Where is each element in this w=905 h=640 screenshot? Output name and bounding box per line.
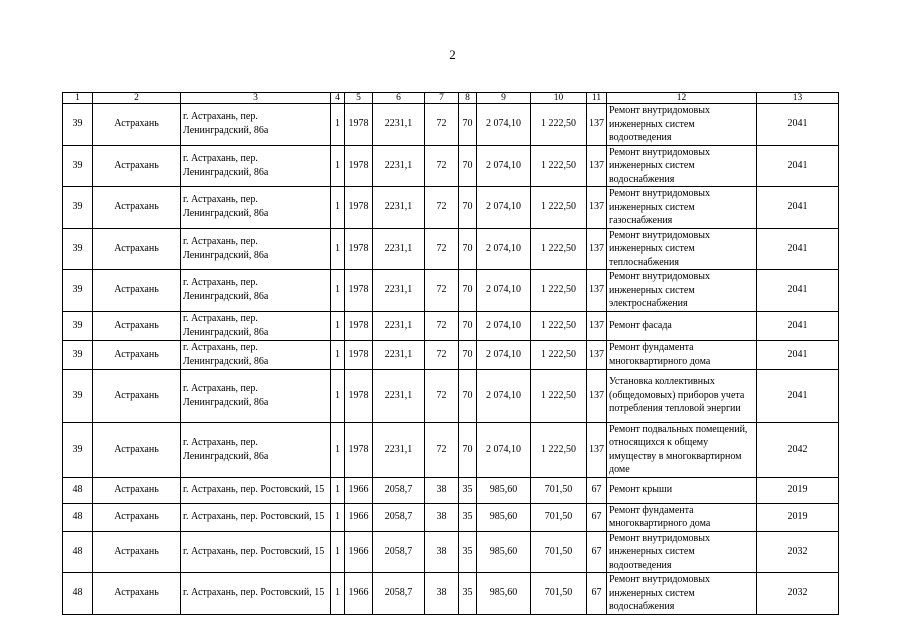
cell-living-area: 2 074,10 <box>477 422 531 477</box>
cell-locality-number: 39 <box>63 228 93 270</box>
cell-residents: 70 <box>459 228 477 270</box>
cell-living-area: 985,60 <box>477 573 531 615</box>
cell-address: г. Астрахань, пер. Ленинградский, 86а <box>181 228 331 270</box>
cell-total-area: 2231,1 <box>373 422 425 477</box>
cell-apartments: 137 <box>587 187 607 229</box>
cell-flag: 1 <box>331 503 345 531</box>
cell-year-built: 1966 <box>345 477 373 503</box>
cell-planned-year: 2041 <box>757 270 839 312</box>
cell-planned-year: 2019 <box>757 503 839 531</box>
cell-non-residential-area: 1 222,50 <box>531 228 587 270</box>
cell-apartments: 137 <box>587 104 607 146</box>
cell-residents: 35 <box>459 503 477 531</box>
cell-non-residential-area: 1 222,50 <box>531 187 587 229</box>
table-row <box>63 187 839 229</box>
cell-residents: 70 <box>459 270 477 312</box>
cell-residential-premises: 38 <box>425 531 459 573</box>
cell-work-type: Ремонт крыши <box>607 477 757 503</box>
cell-year-built: 1966 <box>345 503 373 531</box>
cell-apartments: 137 <box>587 145 607 187</box>
cell-address: г. Астрахань, пер. Ленинградский, 86а <box>181 422 331 477</box>
cell-residents: 70 <box>459 145 477 187</box>
cell-residents: 70 <box>459 187 477 229</box>
cell-address: г. Астрахань, пер. Ленинградский, 86а <box>181 104 331 146</box>
cell-locality: Астрахань <box>93 369 181 422</box>
cell-address: г. Астрахань, пер. Ростовский, 15 <box>181 531 331 573</box>
column-number-12: 12 <box>607 93 757 104</box>
table-row <box>63 104 839 146</box>
column-number-7: 7 <box>425 93 459 104</box>
cell-total-area: 2231,1 <box>373 104 425 146</box>
cell-locality-number: 39 <box>63 104 93 146</box>
cell-living-area: 2 074,10 <box>477 369 531 422</box>
cell-residents: 70 <box>459 369 477 422</box>
cell-year-built: 1978 <box>345 311 373 340</box>
cell-total-area: 2058,7 <box>373 477 425 503</box>
cell-residents: 70 <box>459 311 477 340</box>
cell-address: г. Астрахань, пер. Ростовский, 15 <box>181 477 331 503</box>
cell-flag: 1 <box>331 145 345 187</box>
cell-work-type: Ремонт внутридомовых инженерных систем водоотведения <box>607 104 757 146</box>
cell-year-built: 1978 <box>345 187 373 229</box>
cell-living-area: 2 074,10 <box>477 145 531 187</box>
table-row <box>63 228 839 270</box>
cell-year-built: 1978 <box>345 369 373 422</box>
cell-apartments: 137 <box>587 228 607 270</box>
cell-residential-premises: 38 <box>425 477 459 503</box>
cell-address: г. Астрахань, пер. Ленинградский, 86а <box>181 270 331 312</box>
table-row <box>63 270 839 312</box>
cell-locality: Астрахань <box>93 270 181 312</box>
cell-total-area: 2058,7 <box>373 573 425 615</box>
cell-year-built: 1978 <box>345 228 373 270</box>
cell-locality: Астрахань <box>93 531 181 573</box>
cell-flag: 1 <box>331 369 345 422</box>
cell-residents: 70 <box>459 340 477 369</box>
cell-locality-number: 39 <box>63 270 93 312</box>
cell-address: г. Астрахань, пер. Ростовский, 15 <box>181 503 331 531</box>
cell-year-built: 1966 <box>345 573 373 615</box>
cell-residential-premises: 72 <box>425 369 459 422</box>
cell-flag: 1 <box>331 311 345 340</box>
table-row <box>63 531 839 573</box>
cell-year-built: 1978 <box>345 104 373 146</box>
cell-total-area: 2231,1 <box>373 187 425 229</box>
cell-flag: 1 <box>331 340 345 369</box>
cell-locality-number: 39 <box>63 187 93 229</box>
cell-residential-premises: 72 <box>425 340 459 369</box>
cell-total-area: 2231,1 <box>373 270 425 312</box>
cell-living-area: 985,60 <box>477 531 531 573</box>
cell-flag: 1 <box>331 270 345 312</box>
cell-planned-year: 2041 <box>757 187 839 229</box>
table-row <box>63 503 839 531</box>
column-number-5: 5 <box>345 93 373 104</box>
cell-locality-number: 48 <box>63 503 93 531</box>
cell-non-residential-area: 1 222,50 <box>531 340 587 369</box>
cell-non-residential-area: 701,50 <box>531 477 587 503</box>
cell-living-area: 985,60 <box>477 503 531 531</box>
cell-address: г. Астрахань, пер. Ленинградский, 86а <box>181 369 331 422</box>
table-row <box>63 477 839 503</box>
cell-work-type: Ремонт внутридомовых инженерных систем электроснабжения <box>607 270 757 312</box>
cell-residential-premises: 38 <box>425 503 459 531</box>
cell-address: г. Астрахань, пер. Ленинградский, 86а <box>181 311 331 340</box>
cell-apartments: 137 <box>587 311 607 340</box>
cell-living-area: 2 074,10 <box>477 311 531 340</box>
cell-work-type: Установка коллективных (общедомовых) приборов учета потребления тепловой энергии <box>607 369 757 422</box>
cell-total-area: 2231,1 <box>373 145 425 187</box>
cell-work-type: Ремонт внутридомовых инженерных систем теплоснабжения <box>607 228 757 270</box>
cell-flag: 1 <box>331 228 345 270</box>
cell-total-area: 2058,7 <box>373 503 425 531</box>
column-number-11: 11 <box>587 93 607 104</box>
cell-apartments: 137 <box>587 422 607 477</box>
cell-planned-year: 2019 <box>757 477 839 503</box>
table-row <box>63 311 839 340</box>
cell-residential-premises: 38 <box>425 573 459 615</box>
cell-total-area: 2231,1 <box>373 311 425 340</box>
cell-total-area: 2231,1 <box>373 228 425 270</box>
cell-non-residential-area: 1 222,50 <box>531 270 587 312</box>
cell-apartments: 137 <box>587 369 607 422</box>
cell-residents: 35 <box>459 573 477 615</box>
cell-residents: 70 <box>459 422 477 477</box>
cell-residents: 35 <box>459 477 477 503</box>
column-number-10: 10 <box>531 93 587 104</box>
cell-total-area: 2058,7 <box>373 531 425 573</box>
cell-address: г. Астрахань, пер. Ленинградский, 86а <box>181 145 331 187</box>
cell-planned-year: 2041 <box>757 340 839 369</box>
cell-apartments: 67 <box>587 573 607 615</box>
cell-planned-year: 2041 <box>757 145 839 187</box>
cell-planned-year: 2032 <box>757 531 839 573</box>
cell-work-type: Ремонт фундамента многоквартирного дома <box>607 340 757 369</box>
cell-locality-number: 39 <box>63 422 93 477</box>
cell-residential-premises: 72 <box>425 311 459 340</box>
cell-locality: Астрахань <box>93 104 181 146</box>
cell-non-residential-area: 701,50 <box>531 503 587 531</box>
capital-repair-table <box>62 92 839 615</box>
cell-apartments: 67 <box>587 503 607 531</box>
cell-planned-year: 2042 <box>757 422 839 477</box>
cell-work-type: Ремонт фасада <box>607 311 757 340</box>
column-number-4: 4 <box>331 93 345 104</box>
cell-locality: Астрахань <box>93 422 181 477</box>
cell-non-residential-area: 701,50 <box>531 531 587 573</box>
cell-flag: 1 <box>331 187 345 229</box>
cell-non-residential-area: 1 222,50 <box>531 145 587 187</box>
cell-non-residential-area: 701,50 <box>531 573 587 615</box>
cell-year-built: 1978 <box>345 145 373 187</box>
cell-locality-number: 48 <box>63 477 93 503</box>
table-row <box>63 422 839 477</box>
cell-living-area: 2 074,10 <box>477 270 531 312</box>
cell-address: г. Астрахань, пер. Ростовский, 15 <box>181 573 331 615</box>
cell-non-residential-area: 1 222,50 <box>531 311 587 340</box>
cell-living-area: 2 074,10 <box>477 228 531 270</box>
table-row <box>63 340 839 369</box>
cell-flag: 1 <box>331 477 345 503</box>
cell-planned-year: 2032 <box>757 573 839 615</box>
cell-work-type: Ремонт фундамента многоквартирного дома <box>607 503 757 531</box>
cell-locality-number: 48 <box>63 573 93 615</box>
cell-year-built: 1978 <box>345 340 373 369</box>
cell-residents: 35 <box>459 531 477 573</box>
cell-locality: Астрахань <box>93 340 181 369</box>
cell-non-residential-area: 1 222,50 <box>531 369 587 422</box>
cell-year-built: 1978 <box>345 422 373 477</box>
cell-apartments: 67 <box>587 477 607 503</box>
cell-flag: 1 <box>331 422 345 477</box>
cell-living-area: 2 074,10 <box>477 187 531 229</box>
cell-work-type: Ремонт подвальных помещений, относящихся к общему имуществу в многоквартирном доме <box>607 422 757 477</box>
cell-non-residential-area: 1 222,50 <box>531 104 587 146</box>
cell-flag: 1 <box>331 573 345 615</box>
cell-apartments: 137 <box>587 270 607 312</box>
column-number-8: 8 <box>459 93 477 104</box>
cell-residential-premises: 72 <box>425 422 459 477</box>
table-row <box>63 145 839 187</box>
cell-residential-premises: 72 <box>425 228 459 270</box>
cell-address: г. Астрахань, пер. Ленинградский, 86а <box>181 187 331 229</box>
cell-locality: Астрахань <box>93 503 181 531</box>
cell-work-type: Ремонт внутридомовых инженерных систем водоснабжения <box>607 573 757 615</box>
cell-locality: Астрахань <box>93 311 181 340</box>
cell-locality: Астрахань <box>93 477 181 503</box>
column-number-6: 6 <box>373 93 425 104</box>
column-number-9: 9 <box>477 93 531 104</box>
cell-apartments: 137 <box>587 340 607 369</box>
cell-residential-premises: 72 <box>425 145 459 187</box>
cell-locality-number: 39 <box>63 340 93 369</box>
cell-locality: Астрахань <box>93 573 181 615</box>
cell-work-type: Ремонт внутридомовых инженерных систем газоснабжения <box>607 187 757 229</box>
cell-locality: Астрахань <box>93 228 181 270</box>
column-number-3: 3 <box>181 93 331 104</box>
cell-non-residential-area: 1 222,50 <box>531 422 587 477</box>
table-row <box>63 573 839 615</box>
cell-locality: Астрахань <box>93 187 181 229</box>
table-row <box>63 369 839 422</box>
cell-year-built: 1966 <box>345 531 373 573</box>
cell-planned-year: 2041 <box>757 104 839 146</box>
cell-living-area: 2 074,10 <box>477 104 531 146</box>
cell-planned-year: 2041 <box>757 228 839 270</box>
page-number: 2 <box>449 47 456 62</box>
cell-locality-number: 39 <box>63 369 93 422</box>
cell-residential-premises: 72 <box>425 270 459 312</box>
cell-locality: Астрахань <box>93 145 181 187</box>
cell-flag: 1 <box>331 104 345 146</box>
cell-residential-premises: 72 <box>425 104 459 146</box>
cell-total-area: 2231,1 <box>373 369 425 422</box>
cell-locality-number: 39 <box>63 145 93 187</box>
cell-planned-year: 2041 <box>757 311 839 340</box>
cell-work-type: Ремонт внутридомовых инженерных систем водоснабжения <box>607 145 757 187</box>
column-number-1: 1 <box>63 93 93 104</box>
header-row <box>63 93 839 104</box>
cell-residents: 70 <box>459 104 477 146</box>
cell-apartments: 67 <box>587 531 607 573</box>
cell-total-area: 2231,1 <box>373 340 425 369</box>
cell-living-area: 2 074,10 <box>477 340 531 369</box>
column-number-2: 2 <box>93 93 181 104</box>
column-number-13: 13 <box>757 93 839 104</box>
cell-locality-number: 48 <box>63 531 93 573</box>
cell-flag: 1 <box>331 531 345 573</box>
cell-planned-year: 2041 <box>757 369 839 422</box>
cell-address: г. Астрахань, пер. Ленинградский, 86а <box>181 340 331 369</box>
cell-living-area: 985,60 <box>477 477 531 503</box>
cell-locality-number: 39 <box>63 311 93 340</box>
cell-residential-premises: 72 <box>425 187 459 229</box>
cell-work-type: Ремонт внутридомовых инженерных систем водоотведения <box>607 531 757 573</box>
cell-year-built: 1978 <box>345 270 373 312</box>
